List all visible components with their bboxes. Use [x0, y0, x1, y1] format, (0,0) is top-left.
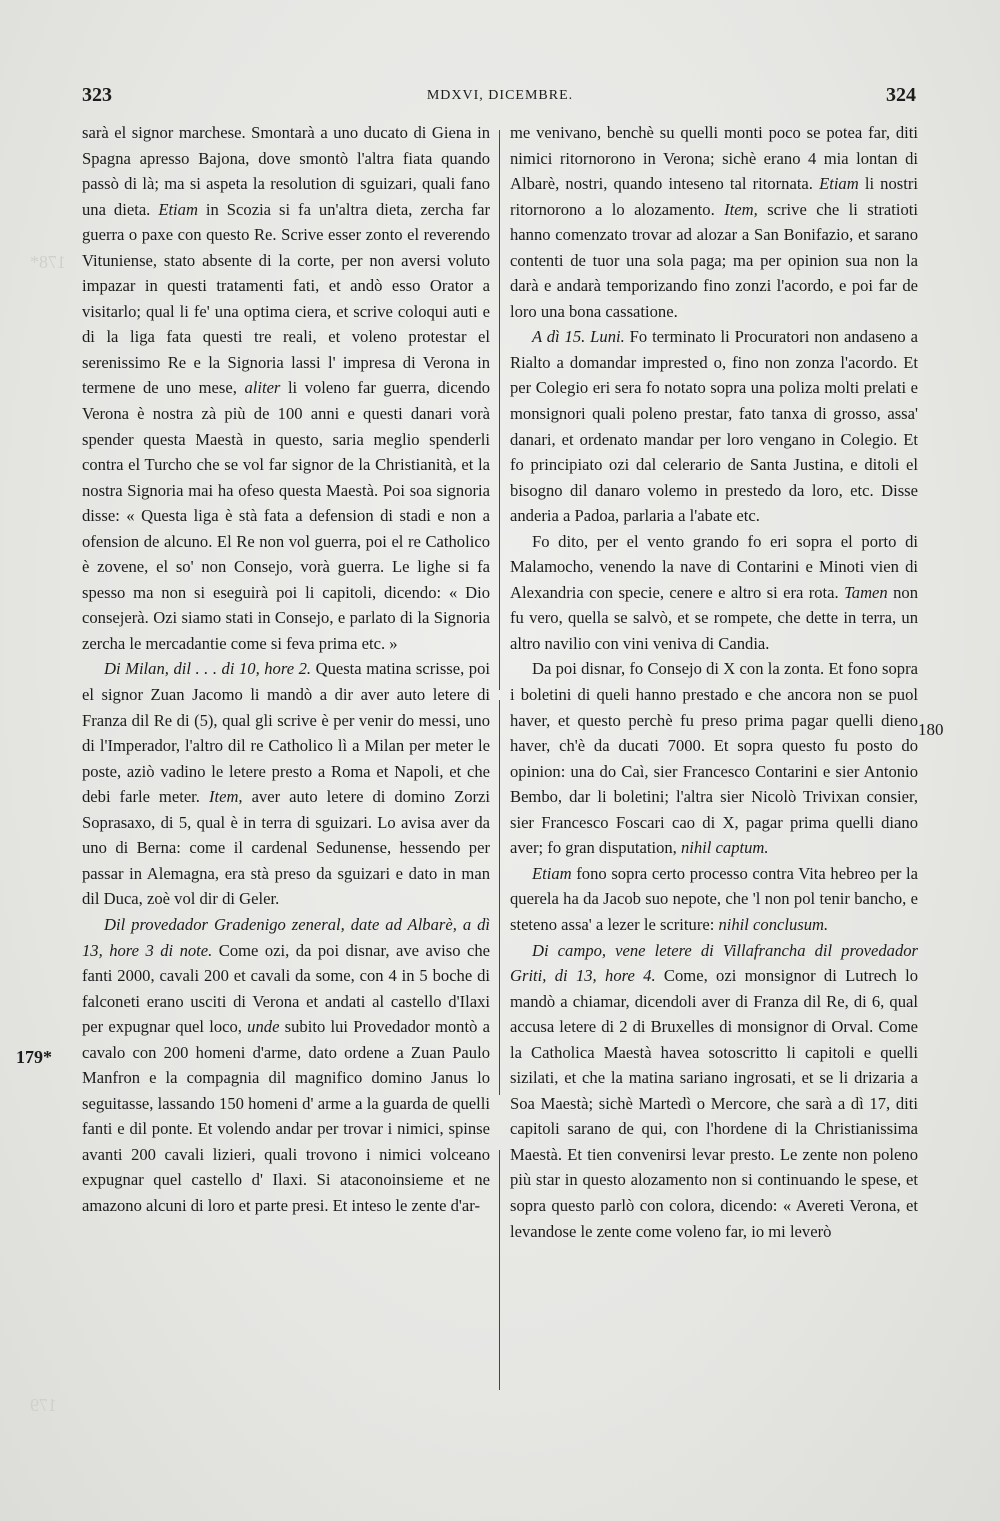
paragraph: Fo dito, per el vento grando fo eri sopra el porto di Malamocho, venendo la nave di Contarini e Minoti vien di Alexandria con specie, cenere e altro si era rota. Tamen non fu vero, quella se salvò, et se rompete, che dette in terra, un altro navilio con vini veniva di Candia. [510, 531, 918, 653]
page-header [0, 84, 1000, 114]
page-number-right: 324 [886, 84, 916, 106]
column-divider [499, 700, 500, 1095]
paragraph: Da poi disnar, fo Consejo di X con la zonta. Et fono sopra i boletini di queli hanno prestado e che ancora non se puol haver, et questo perchè fu preso prima pagar quelli dieno haver, ch'è da ducati 7000. Et sopra questo fu posto do opinion: una do Caì, sier Francesco Contarini e sier Antonio Bembo, dar li boletini; l'altra sier Nicolò Trivixan consier, sier Francesco Foscari cao di X, pagar prima quelli diano aver; fo gran disputation, nihil captum. [510, 659, 918, 858]
paragraph: Dil provedador Gradenigo zeneral, date ad Albarè, a dì 13, hore 3 di note. Come ozi, da poi disnar, ave aviso che fanti 2000, cavali 200 et cavali da some, con 4 in 5 boche di falconeti erano usciti di Verona et andati al castello d'Ilaxi per expugnar quel loco, unde subito lui Provedador montò a cavalo con 200 homeni d'arme, dato ordene a Zuan Paulo Manfron e la compagnia dil magnifico domino Janus lo seguitasse, lassando 150 homeni d' arme a la guarda de quelli fanti e dil ponte. Et volendo andar per trovar i nimici, spinse avanti 200 cavali lizieri, quali trovono i nimici volceano expugnar quel castello d' Ilaxi. Si ataconoinsieme et ne amazono alcuni di loro et parte presi. Et inteso le zente d'ar- [82, 914, 490, 1215]
margin-note-right: 180 [918, 720, 944, 739]
bleed-through-mark: 179 [30, 1395, 57, 1415]
paragraph: me venivano, benchè su quelli monti poco se potea far, diti nimici ritornorono in Verona; sichè erano 4 mia lontan di Albarè, nostri, quando inteseno tal ritornata. Etiam li nostri ritornorono a lo alozamento. Item, scrive che li stratioti hanno comenzato trovar ad alozar a San Bonifazio, et sarano contenti de tuor una sola paga; ma per opinion sua non la darà e andarà temporizando fino zonzi l'acordo, e poi far de loro una bona cassatione. [510, 123, 918, 321]
page-number-left: 323 [82, 84, 112, 106]
right-column [510, 120, 918, 1244]
paragraph: sarà el signor marchese. Smontarà a uno ducato di Giena in Spagna apresso Bajona, dove smontò l'altra fiata quando passò di là; ma si aspeta la resolution di sguizari, quali fano una dieta. Etiam in Scozia si fa un'altra dieta, zercha far guerra o paxe con questo Re. Scrive esser zonto el reverendo Vituniense, stato absente di la corte, per non aversi voluto impazar in questi tratamenti fati, et andò esso Orator a visitarlo; qual li fe' una optima ciera, et scrive coloqui auti e di la liga fata questi tre reali, et voleno protestar el serenissimo Re e la Signoria lassi l' impresa di Verona in termene de uno mese, aliter li voleno far guerra, dicendo Verona è nostra zà più de 100 anni e questi danari vorà spender questa Maestà in questo, saria meglio spenderli contra el Turcho che se vol far signor de la Christianità, et la nostra Signoria mai ha ofeso questa Maestà. Poi soa signoria disse: « Questa liga è stà fata a defension di stadi e non a ofension de alcuno. El Re non vol guerra, poi el re Catholico è zovene, el so' non Consejo, vorà guerra. Le lighe si fa spesso ma non si eseguirà poi li capitoli, dicendo: « Dio consejerà. Ozi siamo stati in Consejo, e parlato di la Signoria zercha le mercadantie come si feva prima etc. » [82, 123, 490, 653]
paragraph: A dì 15. Luni. Fo terminato li Procuratori non andaseno a Rialto a domandar imprested o, fino non zonza l'acordo. Et per Colegio eri sera fo notato sopra una poliza molti prelati e monsignori quali poleno prestar, fato tanxa di grosso, assa' danari, et ordenato mandar per loro vengano in Colegio. Et fo principiato ozi dal celerario de Santa Justina, e ditoli el bisogno dil danaro volemo in prestedo da loro, etc. Disse anderia a Padoa, parlaria a l'abate etc. [510, 327, 918, 526]
paragraph: Di Milan, dil . . . di 10, hore 2. Questa matina scrisse, poi el signor Zuan Jacomo li mandò a dir aver auto letere di Franza dil Re di (5), qual gli scrive è per venir do messi, uno di l'Imperador, l'altro dil re Catholico lì a Milan per meter le poste, aziò vadino le letere presto a Roma et Napoli, et che debi farle meter. Item, aver auto letere di domino Zorzi Soprasaxo, di 5, qual è in terra di sguizari. Lo avisa aver da uno di Berna: come il cardenal Sedunense, hessendo per passar in Alemagna, era stà preso da sguizari e dato in man dil Duca, zoè vol dir di Geler. [82, 659, 491, 909]
bleed-through-mark: 178* [30, 252, 66, 272]
left-column [82, 120, 490, 1219]
running-title: MDXVI, DICEMBRE. [426, 88, 574, 103]
column-divider [499, 130, 500, 690]
paragraph: Etiam fono sopra certo processo contra Vita hebreo per la querela ha da Jacob suo nepote, che 'l non pol tenir bancho, e steteno assa' a lezer le scriture: nihil conclusum. [510, 863, 918, 934]
margin-note-left: 179* [16, 1047, 52, 1067]
paragraph: Di campo, vene letere di Villafrancha dil provedador Griti, di 13, hore 4. Come, ozi monsignor di Lutrech lo mandò a chiamar, dicendoli aver di Franza dil Re, di 6, qual accusa letere di 2 di Bruxelles di monsignor di Orval. Come la Catholica Maestà havea sotoscritto li capitoli e quelli sizilati, et che la matina sariano ingrosati, et se li drizaria a Soa Maestà; sichè Martedì o Mercore, che sarà a dì 17, diti capitoli sarano de qui, con l'hordene di la Christianissima Maestà. Et tien convenirsi levar presto. Le zente non poleno più star in questo alozamento non si continuando le spese, et sopra questo parlò con colora, dicendo: « Avereti Verona, et levandose le zente come voleno far, io mi leverò [510, 940, 918, 1241]
column-divider [499, 1150, 500, 1390]
